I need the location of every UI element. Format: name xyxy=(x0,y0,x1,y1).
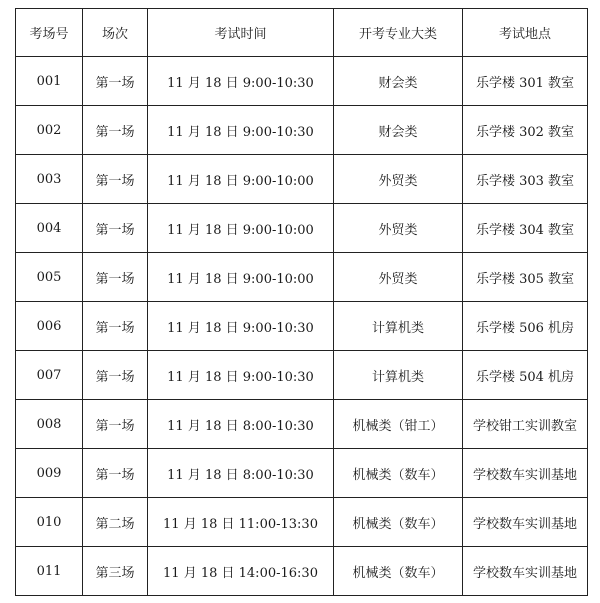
cell-major-category: 机械类（数车） xyxy=(334,547,463,596)
table-row xyxy=(16,400,588,449)
cell-exam-time: 11 月 18 日 8:00-10:30 xyxy=(148,400,334,449)
cell-session: 第一场 xyxy=(83,57,148,106)
cell-exam-location: 乐学楼 506 机房 xyxy=(463,302,588,351)
cell-exam-location: 乐学楼 305 教室 xyxy=(463,253,588,302)
cell-major-category: 外贸类 xyxy=(334,155,463,204)
cell-exam-time: 11 月 18 日 11:00-13:30 xyxy=(148,498,334,547)
cell-exam-location: 学校数车实训基地 xyxy=(463,449,588,498)
table-row xyxy=(16,449,588,498)
cell-exam-location: 乐学楼 304 教室 xyxy=(463,204,588,253)
cell-room-number: 002 xyxy=(16,106,83,155)
cell-exam-location: 学校数车实训基地 xyxy=(463,498,588,547)
header-major-category: 开考专业大类 xyxy=(334,9,463,57)
cell-room-number: 003 xyxy=(16,155,83,204)
cell-major-category: 机械类（钳工） xyxy=(334,400,463,449)
cell-major-category: 财会类 xyxy=(334,106,463,155)
cell-session: 第三场 xyxy=(83,547,148,596)
cell-session: 第一场 xyxy=(83,302,148,351)
exam-schedule-table xyxy=(15,8,588,596)
cell-exam-location: 学校钳工实训教室 xyxy=(463,400,588,449)
cell-exam-time: 11 月 18 日 9:00-10:00 xyxy=(148,253,334,302)
cell-major-category: 外贸类 xyxy=(334,204,463,253)
table-row xyxy=(16,547,588,596)
cell-session: 第一场 xyxy=(83,204,148,253)
cell-room-number: 001 xyxy=(16,57,83,106)
table-row xyxy=(16,498,588,547)
cell-room-number: 005 xyxy=(16,253,83,302)
cell-exam-time: 11 月 18 日 9:00-10:00 xyxy=(148,204,334,253)
cell-major-category: 机械类（数车） xyxy=(334,449,463,498)
cell-exam-location: 学校数车实训基地 xyxy=(463,547,588,596)
cell-exam-time: 11 月 18 日 9:00-10:30 xyxy=(148,106,334,155)
table-row xyxy=(16,253,588,302)
cell-major-category: 机械类（数车） xyxy=(334,498,463,547)
cell-exam-time: 11 月 18 日 9:00-10:00 xyxy=(148,155,334,204)
cell-exam-time: 11 月 18 日 9:00-10:30 xyxy=(148,57,334,106)
table-row xyxy=(16,106,588,155)
cell-exam-location: 乐学楼 301 教室 xyxy=(463,57,588,106)
table-row xyxy=(16,302,588,351)
cell-session: 第一场 xyxy=(83,155,148,204)
header-exam-location: 考试地点 xyxy=(463,9,588,57)
cell-major-category: 计算机类 xyxy=(334,302,463,351)
cell-exam-location: 乐学楼 504 机房 xyxy=(463,351,588,400)
cell-exam-location: 乐学楼 303 教室 xyxy=(463,155,588,204)
cell-major-category: 财会类 xyxy=(334,57,463,106)
cell-exam-time: 11 月 18 日 9:00-10:30 xyxy=(148,302,334,351)
cell-exam-location: 乐学楼 302 教室 xyxy=(463,106,588,155)
exam-schedule-sheet xyxy=(15,8,587,596)
header-row xyxy=(16,9,588,57)
cell-exam-time: 11 月 18 日 8:00-10:30 xyxy=(148,449,334,498)
table-row xyxy=(16,57,588,106)
cell-session: 第一场 xyxy=(83,106,148,155)
cell-session: 第一场 xyxy=(83,253,148,302)
header-room-number: 考场号 xyxy=(16,9,83,57)
cell-room-number: 007 xyxy=(16,351,83,400)
table-row xyxy=(16,204,588,253)
cell-major-category: 外贸类 xyxy=(334,253,463,302)
cell-room-number: 004 xyxy=(16,204,83,253)
cell-room-number: 010 xyxy=(16,498,83,547)
cell-session: 第二场 xyxy=(83,498,148,547)
cell-session: 第一场 xyxy=(83,351,148,400)
cell-room-number: 008 xyxy=(16,400,83,449)
cell-room-number: 011 xyxy=(16,547,83,596)
header-session: 场次 xyxy=(83,9,148,57)
cell-session: 第一场 xyxy=(83,449,148,498)
cell-exam-time: 11 月 18 日 14:00-16:30 xyxy=(148,547,334,596)
cell-exam-time: 11 月 18 日 9:00-10:30 xyxy=(148,351,334,400)
cell-room-number: 009 xyxy=(16,449,83,498)
header-exam-time: 考试时间 xyxy=(148,9,334,57)
cell-major-category: 计算机类 xyxy=(334,351,463,400)
cell-room-number: 006 xyxy=(16,302,83,351)
table-row xyxy=(16,155,588,204)
table-row xyxy=(16,351,588,400)
cell-session: 第一场 xyxy=(83,400,148,449)
